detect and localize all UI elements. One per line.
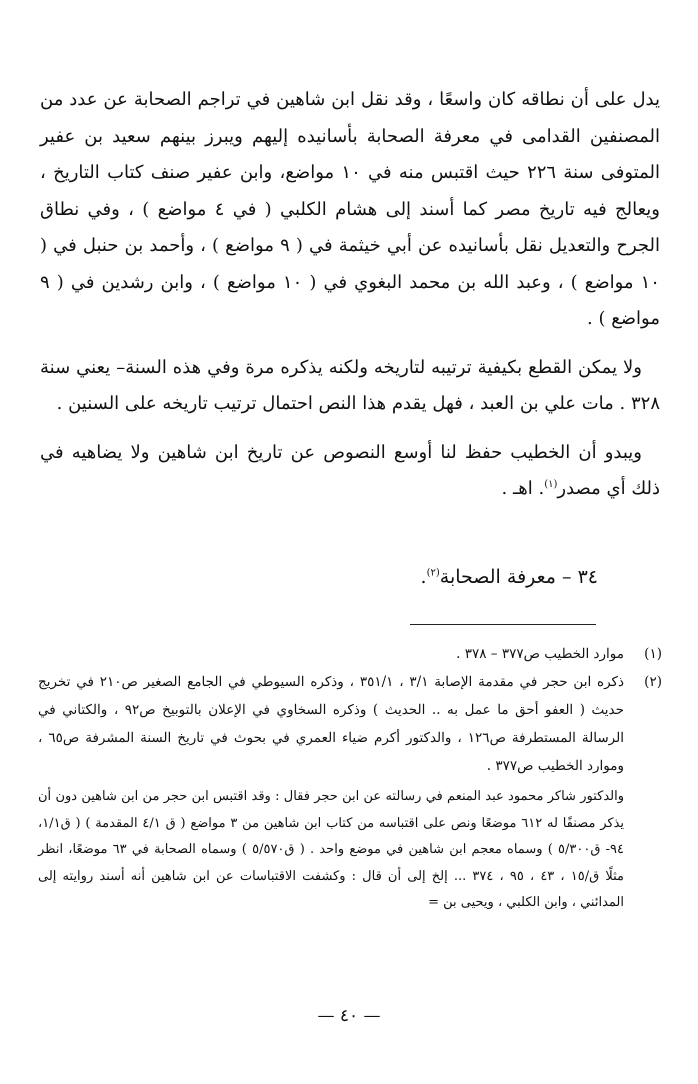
footnote-1-text: موارد الخطيب ص٣٧٧ – ٣٧٨ . bbox=[456, 646, 624, 662]
page-number: — ٤٠ — bbox=[317, 1006, 381, 1026]
footnote-ref-2: (٢) bbox=[426, 567, 440, 579]
section-title-tail: . bbox=[420, 566, 427, 588]
paragraph-3-text: ويبدو أن الخطيب حفظ لنا أوسع النصوص عن تاريخ ابن شاهين ولا يضاهيه في ذلك أي مصدر bbox=[40, 441, 660, 499]
footnotes bbox=[38, 640, 662, 917]
section-heading bbox=[421, 566, 598, 588]
paragraph-1: يدل على أن نطاقه كان واسعًا ، وقد نقل ابن شاهين في تراجم الصحابة عن عدد من المصنفين القدامى في معرفة الصحابة بأسانيده إليهم ويبرز بينهم سعيد بن عفير المتوفى سنة ٢٢٦ حيث اقتبس منه في ١٠ مواضع، وابن عفير صنف كتاب التاريخ ، ويعالج فيه تاريخ مصر كما أسند إلى هشام الكلبي ( في ٤ مواضع ) ، وفي نطاق الجرح والتعديل نقل بأسانيده عن أبي خيثمة في ( ٩ مواضع ) ، وأحمد بن حنبل في ( ١٠ مواضع ) ، وعبد الله بن محمد البغوي في ( ١٠ مواضع ) ، وابن رشدين في ( ٩ مواضع ) . bbox=[40, 89, 661, 329]
footnote-1-number: (١) bbox=[644, 646, 662, 662]
footnote-2-number: (٢) bbox=[644, 674, 662, 690]
footnote-divider bbox=[410, 624, 596, 625]
footnote-2 bbox=[38, 668, 662, 780]
main-body bbox=[40, 82, 660, 520]
paragraph-3 bbox=[40, 435, 660, 508]
footnote-2-text: ذكره ابن حجر في مقدمة الإصابة ٣/١ ، ٣٥١/١ ، وذكره السيوطي في الجامع الصغير ص٢١٠ في تخريج حديث ( العفو أحق ما عمل به .. الحديث ) وذكره السخاوي في الإعلان بالتوبيخ ص٩٢ ، والكتاني في الرسالة المستطرفة ص١٢٦ ، والدكتور أكرم ضياء العمري في بحوث في تاريخ السنة المشرفة ص٦٥ ، وموارد الخطيب ص٣٧٧ . bbox=[38, 674, 624, 774]
footnote-2-continuation: والدكتور شاكر محمود عبد المنعم في رسالته عن ابن حجر فقال : وقد اقتبس ابن حجر من ابن شاهين دون أن يذكر مصنفًا له ٦١٢ موضعًا ونص على اقتباسه من كتاب ابن شاهين من ٣ مواضع ( ق ٤/١ المقدمة ) ( ق١/١، ٩٤- ق٥/٣٠٠ ) وسماه معجم ابن شاهين في موضع واحد . ( ق٥/٥٧٠ ) وسماه الصحابة في ٦٣ موضعًا، انظر مثلًا ق/١٥ ، ٤٣ ، ٩٥ ، ٣٧٤ ... إلخ إلى أن قال : وكشفت الاقتباسات عن ابن شاهين أنه أسند روايته إلى المدائني ، وابن الكلبي ، ويحيى بن = bbox=[38, 789, 625, 910]
section-title-text: معرفة الصحابة bbox=[439, 566, 556, 588]
paragraph-3-tail: . اهـ . bbox=[501, 478, 545, 499]
paragraph-2: ولا يمكن القطع بكيفية ترتيبه لتاريخه ولكنه يذكره مرة وفي هذه السنة– يعني سنة ٣٢٨ . مات علي بن العبد ، فهل يقدم هذا النص احتمال ترتيب تاريخه على السنين . bbox=[40, 356, 660, 414]
section-number: ٣٤ – bbox=[555, 566, 598, 588]
footnote-1 bbox=[38, 640, 662, 668]
footnote-ref-1: (١) bbox=[544, 479, 558, 490]
